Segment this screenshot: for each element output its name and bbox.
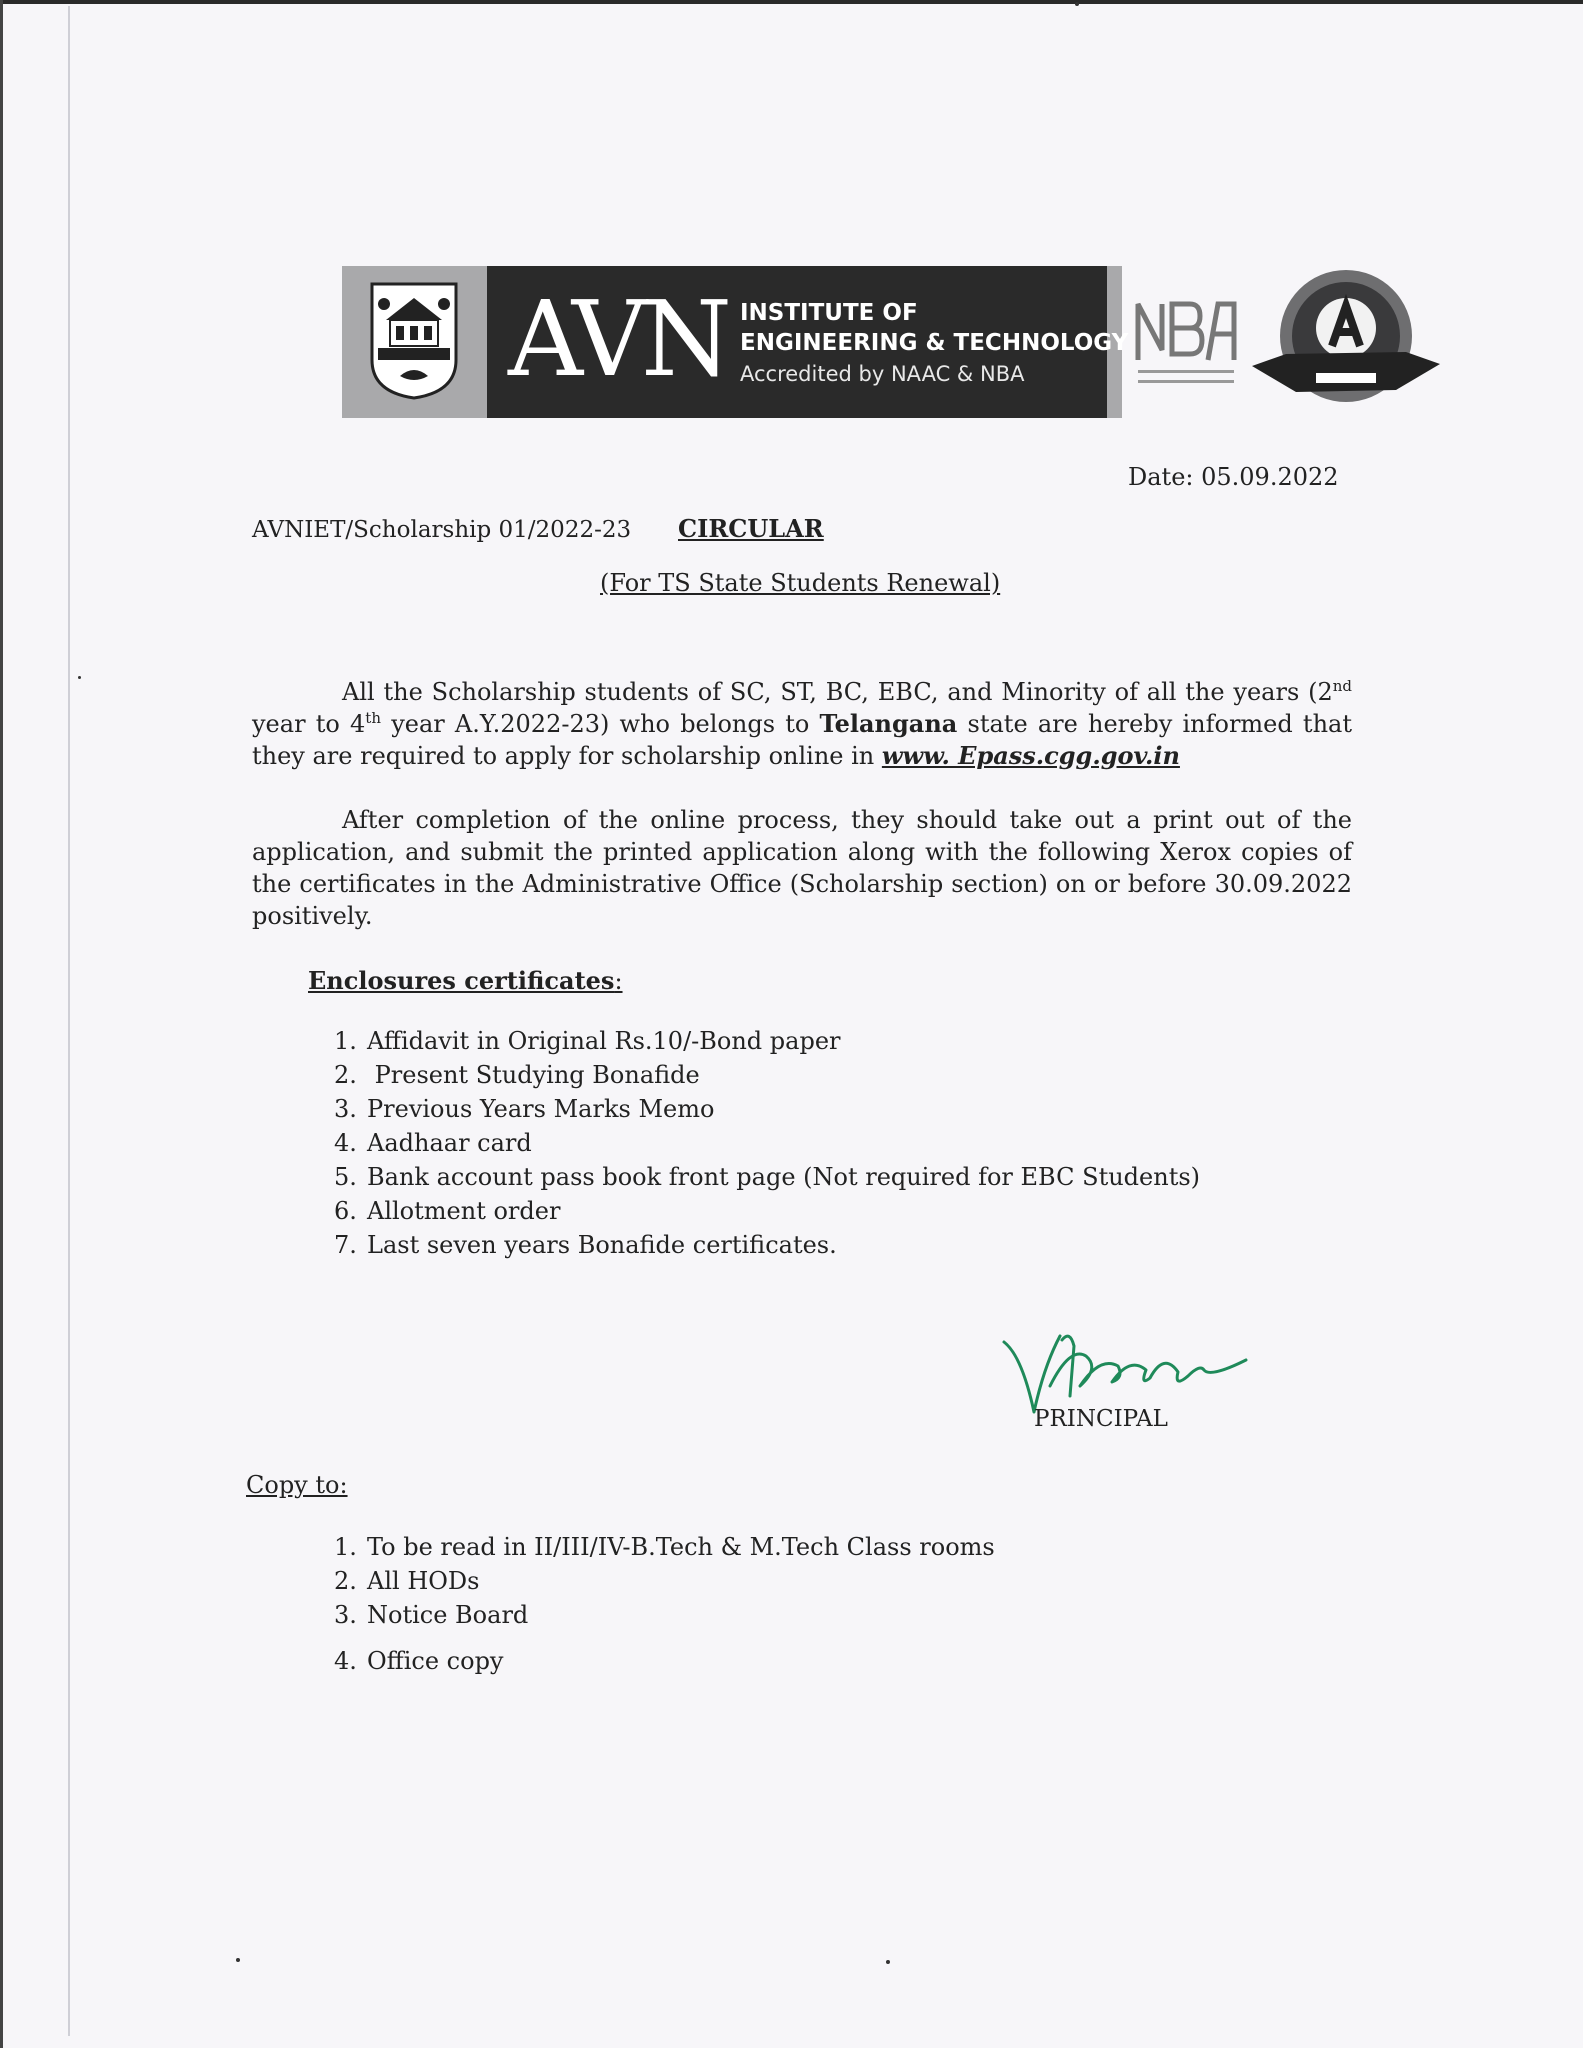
list-item-number: 2. xyxy=(334,1061,357,1089)
list-item-text: Notice Board xyxy=(367,1601,529,1629)
list-item-text: Present Studying Bonafide xyxy=(367,1061,700,1089)
list-item-number: 4. xyxy=(334,1129,357,1157)
list-item xyxy=(334,1092,1200,1126)
list-item xyxy=(334,1194,1200,1228)
list-item-number: 1. xyxy=(334,1027,357,1055)
list-item xyxy=(334,1598,995,1632)
superscript-nd: nd xyxy=(1332,677,1352,695)
accreditation-line: Accredited by NAAC & NBA xyxy=(740,362,1025,386)
list-item-text: All HODs xyxy=(367,1567,480,1595)
list-item-text: Office copy xyxy=(367,1647,504,1675)
enclosures-heading-text: Enclosures certificates xyxy=(308,966,615,995)
naac-seal-icon xyxy=(1246,266,1442,416)
circular-title: CIRCULAR xyxy=(678,514,824,543)
paragraph1-text-c: year A.Y.2022-23) who belongs to xyxy=(381,710,820,738)
list-item-text: Aadhaar card xyxy=(367,1129,532,1157)
list-item-text: Previous Years Marks Memo xyxy=(367,1095,715,1123)
scan-edge-left xyxy=(0,0,3,2048)
list-item-number: 4. xyxy=(334,1647,357,1675)
list-item xyxy=(334,1228,1200,1262)
circular-date: Date: 05.09.2022 xyxy=(1128,463,1339,491)
list-item-number: 7. xyxy=(334,1231,357,1259)
list-item-number: 2. xyxy=(334,1567,357,1595)
paragraph2-text: After completion of the online process, they should take out a print out of the application, and submit the printed application along with the following Xerox copies of the certificates in the Administrative Office (Scholarship section) on or before 30.09.2022 positively. xyxy=(252,806,1352,930)
list-item xyxy=(334,1644,995,1678)
list-item-text: Allotment order xyxy=(367,1197,561,1225)
letterhead-banner xyxy=(342,266,1129,418)
list-item-number: 6. xyxy=(334,1197,357,1225)
scan-speck xyxy=(886,1960,890,1964)
list-item-text: Affidavit in Original Rs.10/-Bond paper xyxy=(367,1027,841,1055)
scan-edge-fold xyxy=(68,6,70,2036)
list-item-number: 3. xyxy=(334,1601,357,1629)
enclosures-list xyxy=(334,1024,1200,1262)
paragraph1-text-d: state are hereby informed that they are required to apply for scholarship online in xyxy=(252,710,1352,770)
paragraph-submission-instructions xyxy=(252,804,1352,932)
list-item-number: 1. xyxy=(334,1533,357,1561)
scan-speck xyxy=(1075,2,1079,6)
list-item-number: 5. xyxy=(334,1163,357,1191)
circular-subtitle: (For TS State Students Renewal) xyxy=(600,569,1001,597)
paragraph-scholarship-notice xyxy=(252,676,1352,772)
epass-website-link[interactable]: www. Epass.cgg.gov.in xyxy=(881,741,1180,770)
paragraph1-text-a: All the Scholarship students of SC, ST, BC, EBC, and Minority of all the years (2 xyxy=(342,678,1333,706)
paragraph1-text-b: year to 4 xyxy=(252,710,366,738)
copy-to-list xyxy=(334,1530,995,1678)
scan-edge-top xyxy=(0,0,1583,4)
state-name: Telangana xyxy=(819,709,958,738)
list-item xyxy=(334,1126,1200,1160)
institute-name-line2: ENGINEERING & TECHNOLOGY xyxy=(740,330,1129,356)
institute-name-line1: INSTITUTE OF xyxy=(740,300,918,326)
signatory-title: PRINCIPAL xyxy=(1034,1406,1168,1432)
institute-crest-icon xyxy=(368,280,460,402)
institute-logo-text: AVN xyxy=(508,278,727,400)
nba-logo-icon xyxy=(1132,294,1242,398)
superscript-th: th xyxy=(365,709,381,727)
list-item-text: Last seven years Bonafide certificates. xyxy=(367,1231,837,1259)
list-item-number: 3. xyxy=(334,1095,357,1123)
enclosures-heading xyxy=(308,966,623,996)
list-item xyxy=(334,1024,1200,1058)
enclosures-heading-colon: : xyxy=(614,967,623,995)
scan-speck xyxy=(78,676,81,679)
reference-number: AVNIET/Scholarship 01/2022-23 xyxy=(252,517,632,543)
list-item xyxy=(334,1530,995,1564)
list-item xyxy=(334,1564,995,1598)
copy-to-heading: Copy to: xyxy=(246,1471,348,1499)
list-item xyxy=(334,1160,1200,1194)
scan-speck xyxy=(236,1958,240,1962)
list-item xyxy=(334,1058,1200,1092)
list-item-text: Bank account pass book front page (Not required for EBC Students) xyxy=(367,1163,1201,1191)
list-item-text: To be read in II/III/IV-B.Tech & M.Tech Class rooms xyxy=(367,1533,995,1561)
